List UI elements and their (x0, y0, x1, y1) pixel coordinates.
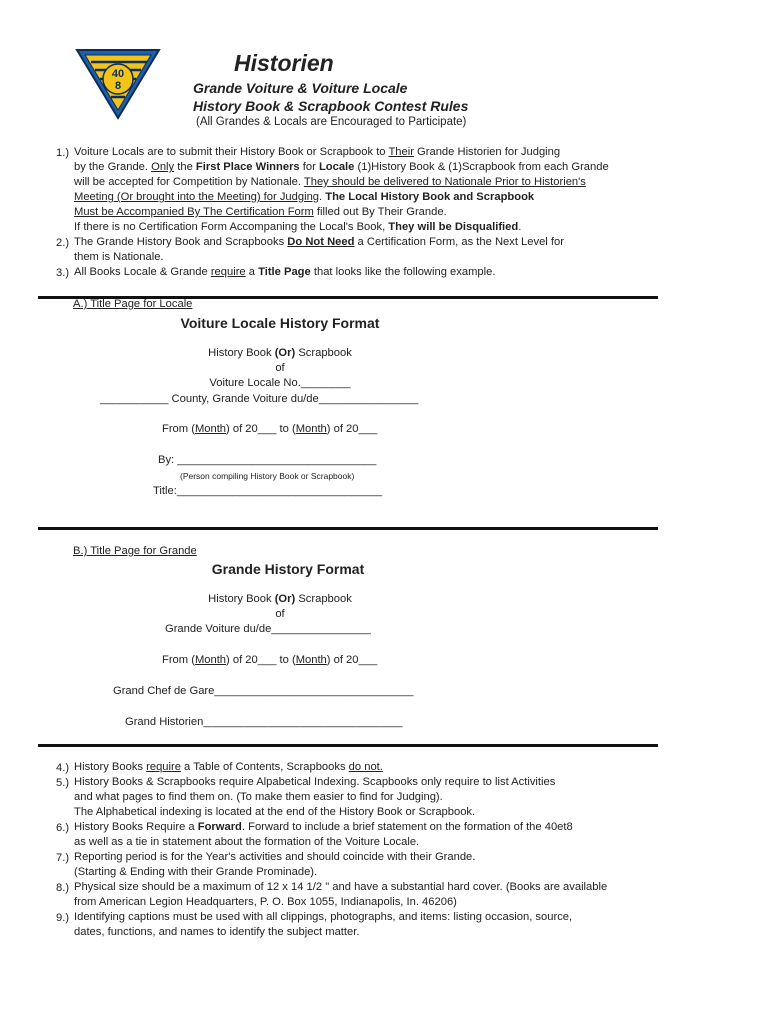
rule-number: 6.) (56, 822, 70, 834)
page-title: Historien (234, 50, 334, 76)
participation-note: (All Grandes & Locals are Encouraged to Participate) (196, 116, 467, 128)
rule-1-line-6: If there is no Certification Form Accompaning the Local's Book, They will be Disqualified. (74, 221, 522, 233)
rule-9-line-2: dates, functions, and names to identify the subject matter. (74, 926, 360, 938)
rule-5-line-3: The Alphabetical indexing is located at the end of the History Book or Scrapbook. (74, 806, 476, 818)
rule-6-line-1: History Books Require a Forward. Forward to include a brief statement on the formation of the 40et8 (74, 821, 573, 833)
rule-1-line-3: will be accepted for Competition by Nationale. They should be delivered to Nationale Prior to Historien's (74, 176, 586, 188)
section-a-period-line: From (Month) of 20___ to (Month) of 20___ (162, 423, 378, 435)
section-b-historien-line: Grand Historien________________________________ (125, 716, 403, 728)
rule-5-line-1: History Books & Scrapbooks require Alpabetical Indexing. Scapbooks only require to list Activities (74, 776, 556, 788)
rule-number: 5.) (56, 777, 70, 789)
rule-7-line-2: (Starting & Ending with their Grande Prominade). (74, 866, 318, 878)
rule-7-line-1: Reporting period is for the Year's activities and should coincide with their Grande. (74, 851, 476, 863)
rule-1-line-1: Voiture Locals are to submit their History Book or Scrapbook to Their Grande Historien for Judging (74, 146, 561, 158)
rule-2-line-2: them is Nationale. (74, 251, 164, 263)
subtitle-line-2: History Book & Scrapbook Contest Rules (193, 98, 469, 114)
rule-9-line-1: Identifying captions must be used with all clippings, photographs, and items: listing occasion, source, (74, 911, 573, 923)
rule-1-line-2: by the Grande. Only the First Place Winners for Locale (1)History Book & (1)Scrapbook from each Grande (74, 161, 609, 173)
section-a-title-line: Title:_________________________________ (153, 485, 383, 497)
section-b-period-line: From (Month) of 20___ to (Month) of 20___ (162, 654, 378, 666)
section-a-locale-line: Voiture Locale No.________ (209, 377, 351, 389)
section-a-label: A.) Title Page for Locale (73, 298, 193, 310)
rule-4-line-1: History Books require a Table of Contents, Scrapbooks do not. (74, 761, 383, 773)
section-divider (38, 744, 658, 747)
section-b-book-line: History Book (Or) Scrapbook (208, 593, 352, 605)
section-a-heading: Voiture Locale History Format (180, 315, 380, 331)
rule-number: 1.) (56, 147, 70, 159)
section-a-book-line: History Book (Or) Scrapbook (208, 347, 352, 359)
subtitle-line-1: Grande Voiture & Voiture Locale (193, 80, 408, 96)
section-b-heading: Grande History Format (211, 561, 365, 577)
rule-number: 8.) (56, 882, 70, 894)
rule-number: 2.) (56, 237, 70, 249)
rule-5-line-2: and what pages to find them on. (To make them easier to find for Judging). (74, 791, 443, 803)
section-a-county-line: ___________ County, Grande Voiture du/de________________ (100, 393, 419, 405)
rule-8-line-1: Physical size should be a maximum of 12 x 14 1/2 " and have a substantial hard cover. (Books are available (74, 881, 608, 893)
rule-6-line-2: as well as a tie in statement about the formation of the Voiture Locale. (74, 836, 420, 848)
rule-number: 3.) (56, 267, 70, 279)
rule-number: 7.) (56, 852, 70, 864)
rule-number: 4.) (56, 762, 70, 774)
forty-and-eight-logo (75, 48, 161, 120)
rule-number: 9.) (56, 912, 70, 924)
section-a-by-note: (Person compiling History Book or Scrapbook) (180, 471, 355, 481)
section-b-chef-line: Grand Chef de Gare________________________________ (113, 685, 414, 697)
rule-1-line-5: Must be Accompanied By The Certification Form filled out By Their Grande. (74, 206, 447, 218)
rule-8-line-2: from American Legion Headquarters, P. O. Box 1055, Indianapolis, In. 46206) (74, 896, 457, 908)
section-divider (38, 527, 658, 530)
logo-text-top: 40 (111, 68, 125, 80)
section-a-by-line: By: ________________________________ (158, 454, 377, 466)
rule-3-line-1: All Books Locale & Grande require a Title Page that looks like the following example. (74, 266, 496, 278)
section-b-grande-line: Grande Voiture du/de________________ (165, 623, 371, 635)
section-a-of-line: of (275, 362, 285, 374)
logo-text-bottom: 8 (114, 80, 122, 92)
rule-2-line-1: The Grande History Book and Scrapbooks Do Not Need a Certification Form, as the Next Level for (74, 236, 564, 248)
section-b-of-line: of (275, 608, 285, 620)
rule-1-line-4: Meeting (Or brought into the Meeting) for Judging. The Local History Book and Scrapbook (74, 191, 535, 203)
section-b-label: B.) Title Page for Grande (73, 545, 197, 557)
